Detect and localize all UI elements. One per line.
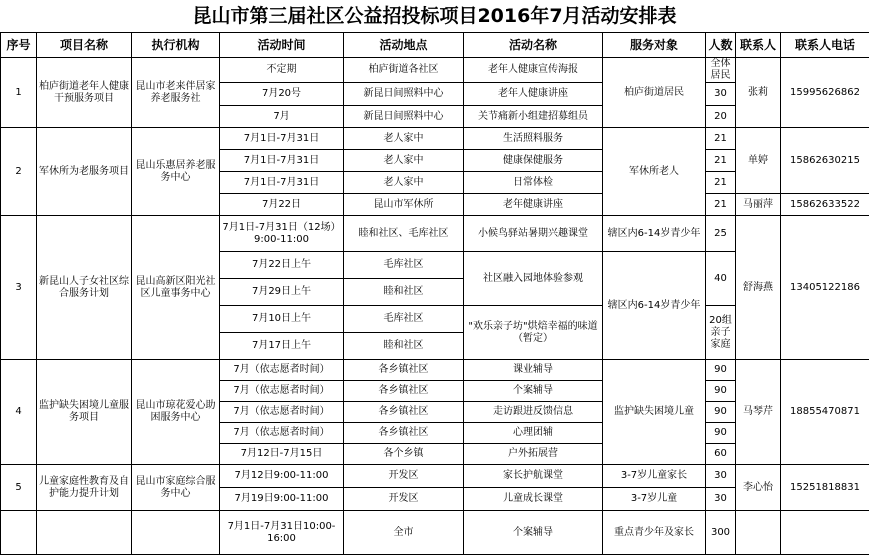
activity-place: 各乡镇社区 (344, 423, 464, 444)
participant-count: 21 (706, 128, 736, 150)
activity-time: 7月1日-7月31日 (220, 128, 344, 150)
table-row (1, 360, 869, 381)
project-org: 昆山高新区阳光社区儿童事务中心 (132, 216, 220, 360)
header-phone: 联系人电话 (781, 33, 869, 58)
project-org: 昆山市琼花爱心助困服务中心 (132, 360, 220, 465)
activity-time: 不定期 (220, 58, 344, 83)
activity-name: 生活照料服务 (464, 128, 603, 150)
participant-count: 21 (706, 172, 736, 194)
activity-time: 7月12日-7月15日 (220, 444, 344, 465)
contact-phone (781, 511, 869, 555)
activity-place: 柏庐街道各社区 (344, 58, 464, 83)
project-no: 1 (1, 58, 37, 128)
service-target: 重点青少年及家长 (603, 511, 706, 555)
activity-place: 各乡镇社区 (344, 360, 464, 381)
project-name: 监护缺失困境儿童服务项目 (37, 360, 132, 465)
header-no: 序号 (1, 33, 37, 58)
service-target: 辖区内6-14岁青少年 (603, 252, 706, 360)
activity-name: 老年人健康宣传海报 (464, 58, 603, 83)
sheet-title: 昆山市第三届社区公益招投标项目2016年7月活动安排表 (192, 5, 677, 27)
contact-phone: 15251818831 (781, 465, 869, 511)
activity-name: 心理团辅 (464, 423, 603, 444)
service-target: 军休所老人 (603, 128, 706, 216)
project-no: 3 (1, 216, 37, 360)
table-row (1, 465, 869, 488)
activity-time: 7月（依志愿者时间） (220, 360, 344, 381)
activity-name: 家长护航课堂 (464, 465, 603, 488)
activity-time: 7月（依志愿者时间） (220, 402, 344, 423)
activity-time: 7月17日上午 (220, 333, 344, 360)
activity-time: 7月1日-7月31日（12场） 9:00-11:00 (220, 216, 344, 252)
activity-name: 个案辅导 (464, 511, 603, 555)
activity-time: 7月（依志愿者时间） (220, 381, 344, 402)
participant-count: 30 (706, 488, 736, 511)
header-project: 项目名称 (37, 33, 132, 58)
activity-table (0, 32, 869, 555)
contact-phone: 15862630215 (781, 128, 869, 194)
activity-name: 个案辅导 (464, 381, 603, 402)
activity-place: 老人家中 (344, 128, 464, 150)
participant-count: 20 (706, 106, 736, 128)
activity-name: 儿童成长课堂 (464, 488, 603, 511)
project-name: 柏庐街道老年人健康干预服务项目 (37, 58, 132, 128)
activity-place: 毛库社区 (344, 306, 464, 333)
activity-time: 7月10日上午 (220, 306, 344, 333)
activity-place: 开发区 (344, 465, 464, 488)
activity-name: 关节痛新小组建招募组员 (464, 106, 603, 128)
participant-count: 90 (706, 402, 736, 423)
participant-count: 全体居民 (706, 58, 736, 83)
project-name: 新昆山人子女社区综合服务计划 (37, 216, 132, 360)
contact-phone: 15862633522 (781, 194, 869, 216)
activity-time: 7月20号 (220, 83, 344, 106)
header-row (1, 33, 869, 58)
project-no: 5 (1, 465, 37, 511)
project-org: 昆山乐惠居养老服务中心 (132, 128, 220, 216)
participant-count: 300 (706, 511, 736, 555)
activity-name: 户外拓展营 (464, 444, 603, 465)
activity-place: 各乡镇社区 (344, 381, 464, 402)
activity-time: 7月（依志愿者时间） (220, 423, 344, 444)
activity-time: 7月1日-7月31日 (220, 150, 344, 172)
activity-time: 7月29日上午 (220, 279, 344, 306)
activity-time: 7月1日-7月31日 (220, 172, 344, 194)
participant-count: 20组亲子家庭 (706, 306, 736, 360)
participant-count: 90 (706, 381, 736, 402)
contact-person: 马丽萍 (736, 194, 781, 216)
participant-count: 60 (706, 444, 736, 465)
activity-place: 睦和社区 (344, 279, 464, 306)
participant-count: 30 (706, 465, 736, 488)
activity-place: 老人家中 (344, 172, 464, 194)
activity-place: 睦和社区 (344, 333, 464, 360)
header-count: 人数 (706, 33, 736, 58)
participant-count: 90 (706, 360, 736, 381)
table-row (1, 511, 869, 555)
header-target: 服务对象 (603, 33, 706, 58)
project-no: 4 (1, 360, 37, 465)
contact-person: 张莉 (736, 58, 781, 128)
table-row (1, 128, 869, 150)
header-time: 活动时间 (220, 33, 344, 58)
activity-place: 全市 (344, 511, 464, 555)
project-name (37, 511, 132, 555)
activity-place: 新昆日间照料中心 (344, 106, 464, 128)
participant-count: 21 (706, 150, 736, 172)
participant-count: 21 (706, 194, 736, 216)
contact-person: 马琴芹 (736, 360, 781, 465)
participant-count: 40 (706, 252, 736, 306)
participant-count: 90 (706, 423, 736, 444)
activity-place: 各个乡镇 (344, 444, 464, 465)
project-org (132, 511, 220, 555)
service-target: 柏庐街道居民 (603, 58, 706, 128)
contact-person: 单婷 (736, 128, 781, 194)
project-name: 儿童家庭性教育及自护能力提升计划 (37, 465, 132, 511)
header-org: 执行机构 (132, 33, 220, 58)
activity-name: 走访跟进反馈信息 (464, 402, 603, 423)
service-target: 3-7岁儿童 (603, 488, 706, 511)
table-row (1, 216, 869, 252)
header-contact: 联系人 (736, 33, 781, 58)
activity-place: 新昆日间照料中心 (344, 83, 464, 106)
contact-person (736, 511, 781, 555)
activity-time: 7月12日9:00-11:00 (220, 465, 344, 488)
project-org: 昆山市家庭综合服务中心 (132, 465, 220, 511)
header-activity: 活动名称 (464, 33, 603, 58)
contact-phone: 13405122186 (781, 216, 869, 360)
contact-person: 李心怡 (736, 465, 781, 511)
activity-place: 老人家中 (344, 150, 464, 172)
activity-time: 7月 (220, 106, 344, 128)
activity-name: 老年人健康讲座 (464, 83, 603, 106)
activity-name: 社区融入园地体验参观 (464, 252, 603, 306)
header-place: 活动地点 (344, 33, 464, 58)
activity-name: 健康保健服务 (464, 150, 603, 172)
activity-place: 各乡镇社区 (344, 402, 464, 423)
project-no: 2 (1, 128, 37, 216)
service-target: 辖区内6-14岁青少年 (603, 216, 706, 252)
project-org: 昆山市老来伴居家养老服务社 (132, 58, 220, 128)
contact-phone: 15995626862 (781, 58, 869, 128)
activity-place: 开发区 (344, 488, 464, 511)
participant-count: 25 (706, 216, 736, 252)
activity-time: 7月22日 (220, 194, 344, 216)
activity-place: 昆山市军休所 (344, 194, 464, 216)
activity-time: 7月1日-7月31日10:00-16:00 (220, 511, 344, 555)
activity-place: 毛库社区 (344, 252, 464, 279)
activity-name: "欢乐亲子坊"烘焙幸福的味道（暂定） (464, 306, 603, 360)
activity-name: 课业辅导 (464, 360, 603, 381)
activity-time: 7月19日9:00-11:00 (220, 488, 344, 511)
contact-phone: 18855470871 (781, 360, 869, 465)
activity-name: 老年健康讲座 (464, 194, 603, 216)
table-row (1, 58, 869, 83)
activity-place: 睦和社区、毛库社区 (344, 216, 464, 252)
project-name: 军休所为老服务项目 (37, 128, 132, 216)
service-target: 监护缺失困境儿童 (603, 360, 706, 465)
contact-person: 舒海燕 (736, 216, 781, 360)
activity-time: 7月22日上午 (220, 252, 344, 279)
activity-name: 小候鸟驿站暑期兴趣课堂 (464, 216, 603, 252)
project-no (1, 511, 37, 555)
service-target: 3-7岁儿童家长 (603, 465, 706, 488)
activity-name: 日常体检 (464, 172, 603, 194)
participant-count: 30 (706, 83, 736, 106)
